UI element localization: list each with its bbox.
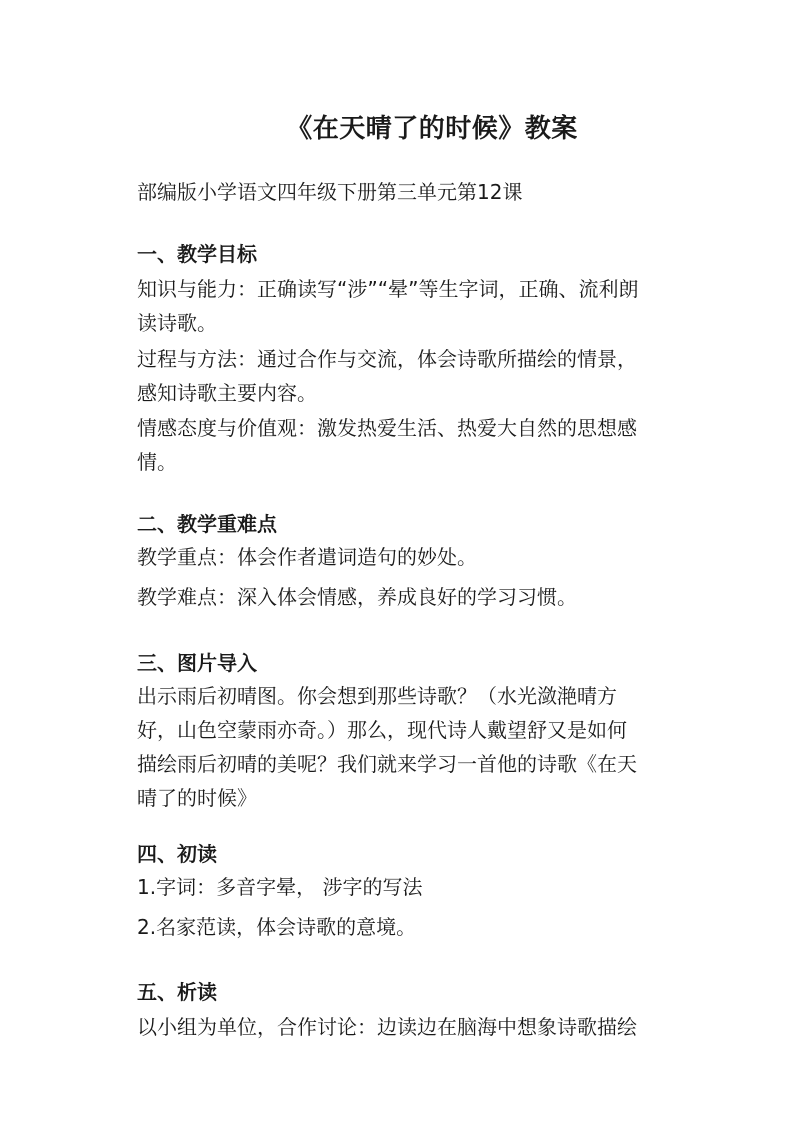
key-point-paragraph xyxy=(137,540,717,574)
objective-emotion-paragraph xyxy=(137,411,717,479)
text-line: 情感态度与价值观：激发热爱生活、热爱大自然的思想感 xyxy=(137,416,637,440)
text-line: 晴了的时候》 xyxy=(137,786,257,810)
text-line: 情。 xyxy=(137,450,177,474)
text-line: 教学重点：体会作者遣词造句的妙处。 xyxy=(137,545,477,569)
section-heading-objectives: 一、教学目标 xyxy=(137,242,257,266)
document-subtitle: 部编版小学语文四年级下册第三单元第12课 xyxy=(137,180,523,204)
objective-process-paragraph xyxy=(137,342,717,410)
text-line: 描绘雨后初晴的美呢？我们就来学习一首他的诗歌《在天 xyxy=(137,752,637,776)
section-heading-first-reading: 四、初读 xyxy=(137,842,217,866)
first-reading-item-1 xyxy=(137,870,717,904)
text-line: 出示雨后初晴图。你会想到那些诗歌？（水光潋滟晴方 xyxy=(137,684,617,708)
analysis-paragraph xyxy=(137,1010,717,1044)
text-line: 读诗歌。 xyxy=(137,311,217,335)
text-line: 好，山色空蒙雨亦奇。）那么，现代诗人戴望舒又是如何 xyxy=(137,718,627,742)
section-heading-image-intro: 三、图片导入 xyxy=(137,651,257,675)
text-line: 1.字词：多音字晕， 涉字的写法 xyxy=(137,875,423,899)
text-line: 感知诗歌主要内容。 xyxy=(137,381,317,405)
section-heading-analysis: 五、析读 xyxy=(137,980,217,1004)
text-line: 过程与方法：通过合作与交流，体会诗歌所描绘的情景， xyxy=(137,347,637,371)
text-line: 知识与能力：正确读写“涉”“晕”等生字词，正确、流利朗 xyxy=(137,277,639,301)
section-heading-key-points: 二、教学重难点 xyxy=(137,512,277,536)
difficulty-paragraph xyxy=(137,580,717,614)
document-title: 《在天晴了的时候》教案 xyxy=(286,114,578,144)
first-reading-item-2 xyxy=(137,910,717,944)
image-intro-paragraph xyxy=(137,679,717,815)
text-line: 2.名家范读，体会诗歌的意境。 xyxy=(137,915,417,939)
text-line: 以小组为单位，合作讨论：边读边在脑海中想象诗歌描绘 xyxy=(137,1015,637,1039)
text-line: 教学难点：深入体会情感，养成良好的学习习惯。 xyxy=(137,585,577,609)
objective-knowledge-paragraph xyxy=(137,272,717,340)
